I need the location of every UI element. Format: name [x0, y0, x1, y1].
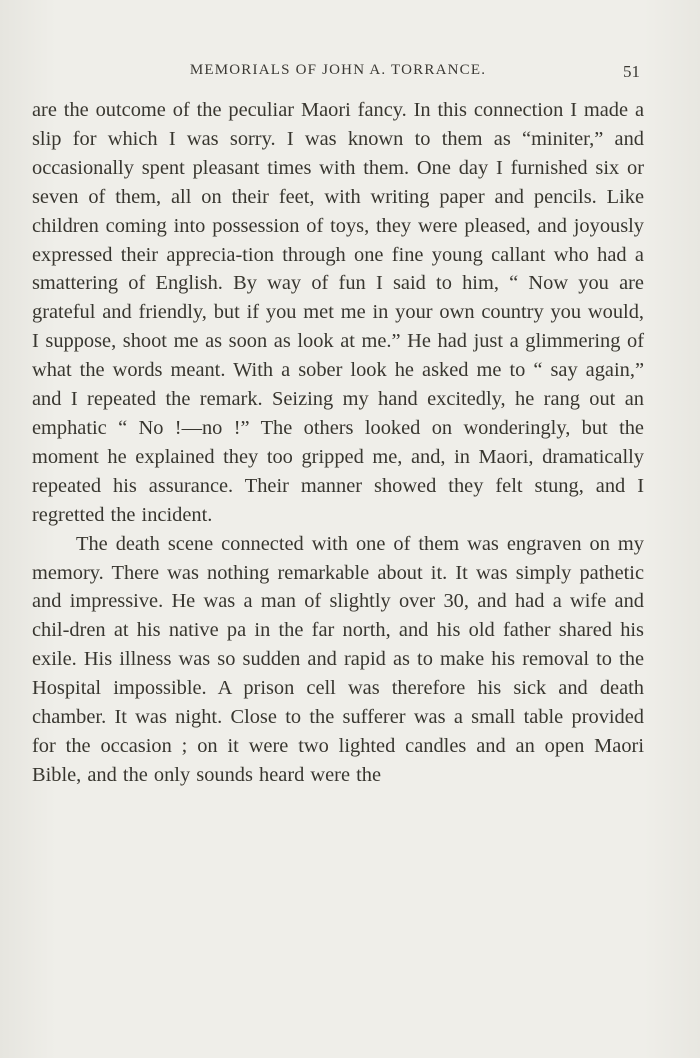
paragraph-2: The death scene connected with one of them was engraven on my memory. There was nothing remarkable about it. It was simply pathetic and impressive. He was a man of slightly over 30, and had a wife and chil-dren at his native pa in the far north, and his old father shared his exile. His illness was so sudden and rapid as to make his removal to the Hospital impossible. A prison cell was therefore his sick and death chamber. It was night. Close to the sufferer was a small table provided for the occasion ; on it were two lighted candles and an open Maori Bible, and the only sounds heard were the	[32, 532, 644, 786]
body-text	[32, 96, 644, 790]
paragraph-1: are the outcome of the peculiar Maori fancy. In this connection I made a slip for which I was sorry. I was known to them as “miniter,” and occasionally spent pleasant times with them. One day I furnished six or seven of them, all on their feet, with writing paper and pencils. Like children coming into possession of toys, they were pleased, and joyously expressed their apprecia-tion through one fine young callant who had a smattering of English. By way of fun I said to him, “ Now you are grateful and friendly, but if you met me in your own country you would, I suppose, shoot me as soon as look at me.” He had just a glimmering of what the words meant. With a sober look he asked me to “ say again,” and I repeated the remark. Seizing my hand excitedly, he rang out an emphatic “ No !—no !” The others looked on wonderingly, but the moment he explained they too gripped me, and, in Maori, dramatically repeated his assurance. Their manner showed they felt stung, and I regretted the incident.	[32, 99, 644, 526]
page-header	[32, 60, 644, 84]
page-number: 51	[623, 62, 640, 81]
running-title: MEMORIALS OF JOHN A. TORRANCE.	[189, 62, 487, 78]
